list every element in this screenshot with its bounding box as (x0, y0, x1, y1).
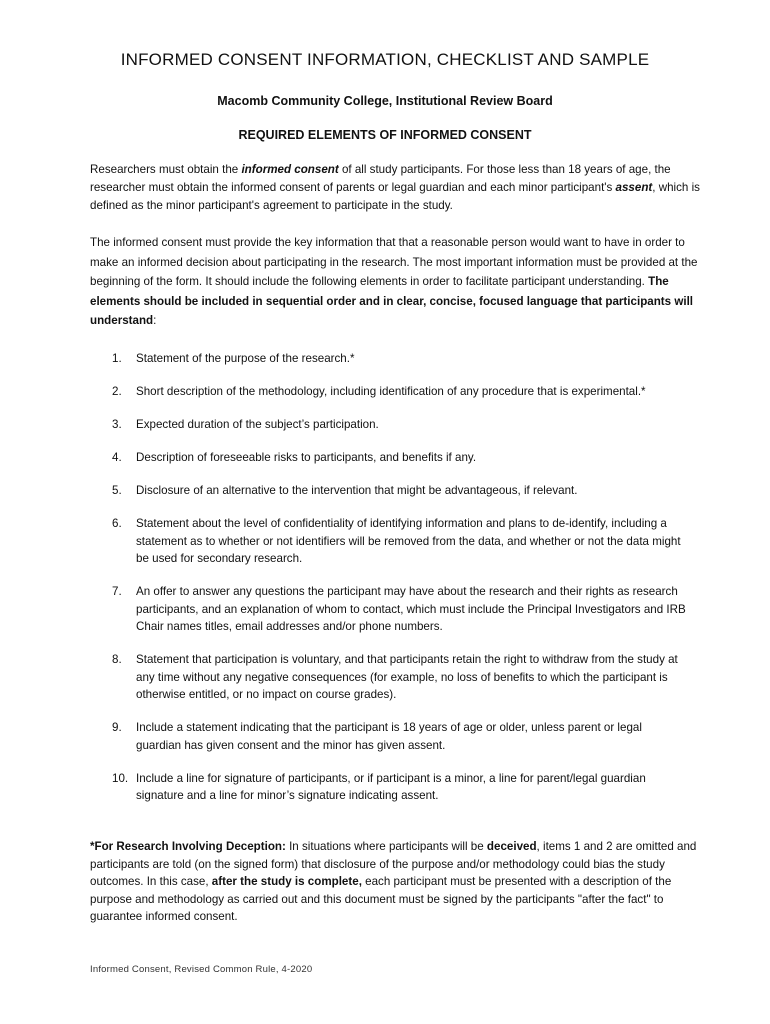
list-item-number: 10. (112, 771, 129, 785)
list-item-number: 8. (112, 653, 122, 666)
list-item (90, 449, 690, 467)
deception-text-f: each participant must be presented with a description of the purpose and methodology as carried out and this document must be signed by the participants "after the fact" to guarantee informed consent. (90, 875, 672, 923)
list-item (90, 515, 690, 568)
list-item-number: 4. (112, 451, 122, 464)
list-item-number: 5. (112, 484, 122, 497)
deception-bold-deceived: deceived (486, 840, 537, 853)
deception-paragraph (90, 838, 702, 926)
list-item-number: 2. (112, 385, 122, 398)
list-item-text: Expected duration of the subject’s participation. (136, 418, 379, 431)
intro-text-a: Researchers must obtain the (90, 163, 242, 176)
page-footer: Informed Consent, Revised Common Rule, 4-2020 (90, 964, 313, 975)
page-subtitle: Macomb Community College, Institutional Review Board (217, 94, 553, 108)
intro-text-e: , which is defined as the minor participant's agreement to participate in the study. (90, 181, 700, 212)
list-item (90, 416, 690, 434)
list-item-number: 6. (112, 517, 122, 530)
key-info-text-c: : (153, 314, 157, 327)
intro-paragraph (90, 161, 702, 215)
list-item-text: Include a statement indicating that the participant is 18 years of age or older, unless parent or legal guardian has given consent and the minor has given assent. (136, 721, 642, 752)
key-info-text-a: The informed consent must provide the key information that that a reasonable person would want to have in order to make an informed decision about participating in the research. The most important information must be provided at the beginning of the form. It should include the following elements in order to facilitate participant understanding. (90, 236, 698, 288)
list-item-text: Statement about the level of confidentiality of identifying information and plans to de-identify, including a statement as to whether or not identifiers will be removed from the data, and whether or not the data might be used for secondary research. (136, 517, 681, 565)
page-title: INFORMED CONSENT INFORMATION, CHECKLIST AND SAMPLE (120, 50, 650, 69)
list-item (90, 350, 690, 368)
deception-heading: *For Research Involving Deception: (90, 840, 286, 853)
list-item-number: 1. (112, 352, 122, 365)
list-item-number: 7. (112, 585, 122, 598)
deception-bold-after-study: after the study is complete, (211, 875, 362, 888)
list-item-text: Include a line for signature of participants, or if participant is a minor, a line for parent/legal guardian signature and a line for minor’s signature indicating assent. (136, 771, 646, 802)
section-heading: REQUIRED ELEMENTS OF INFORMED CONSENT (238, 128, 532, 142)
list-item (90, 719, 690, 754)
deception-text-b: In situations where participants will be (285, 840, 487, 853)
list-item-text: An offer to answer any questions the participant may have about the research and their rights as research participants, and an explanation of whom to contact, which must include the Principal Investigators and IRB Chair names titles, email addresses and/or phone numbers. (136, 585, 686, 633)
intro-text-c: of all study participants. For those less than 18 years of age, the researcher must obtain the informed consent of parents or legal guardian and each minor participant's (90, 163, 671, 194)
list-item-number: 9. (112, 721, 122, 734)
list-item-number: 3. (112, 418, 122, 431)
deception-text-d: , items 1 and 2 are omitted and participants are told (on the signed form) that disclosure of the purpose and/or methodology could bias the study outcomes. In this case, (90, 840, 697, 888)
list-item (90, 383, 690, 401)
intro-emphasis-informed-consent: informed consent (241, 163, 339, 176)
key-information-paragraph (90, 233, 702, 331)
list-item (90, 651, 690, 704)
intro-emphasis-assent: assent (615, 181, 653, 194)
list-item (90, 770, 690, 805)
list-item-text: Disclosure of an alternative to the intervention that might be advantageous, if relevant. (136, 484, 578, 497)
list-item-text: Statement that participation is voluntary, and that participants retain the right to withdraw from the study at any time without any negative consequences (for example, no loss of benefits to which the participant is otherwise entitled, or no impact on course grades). (136, 653, 678, 701)
list-item-text: Short description of the methodology, including identification of any procedure that is experimental.* (136, 385, 646, 398)
list-item (90, 482, 690, 500)
list-item-text: Statement of the purpose of the research.* (136, 352, 355, 365)
required-elements-list (90, 350, 690, 820)
list-item-text: Description of foreseeable risks to participants, and benefits if any. (136, 451, 477, 464)
key-info-bold-text: The elements should be included in sequential order and in clear, concise, focused language that participants will understand (90, 275, 694, 327)
list-item (90, 583, 690, 636)
